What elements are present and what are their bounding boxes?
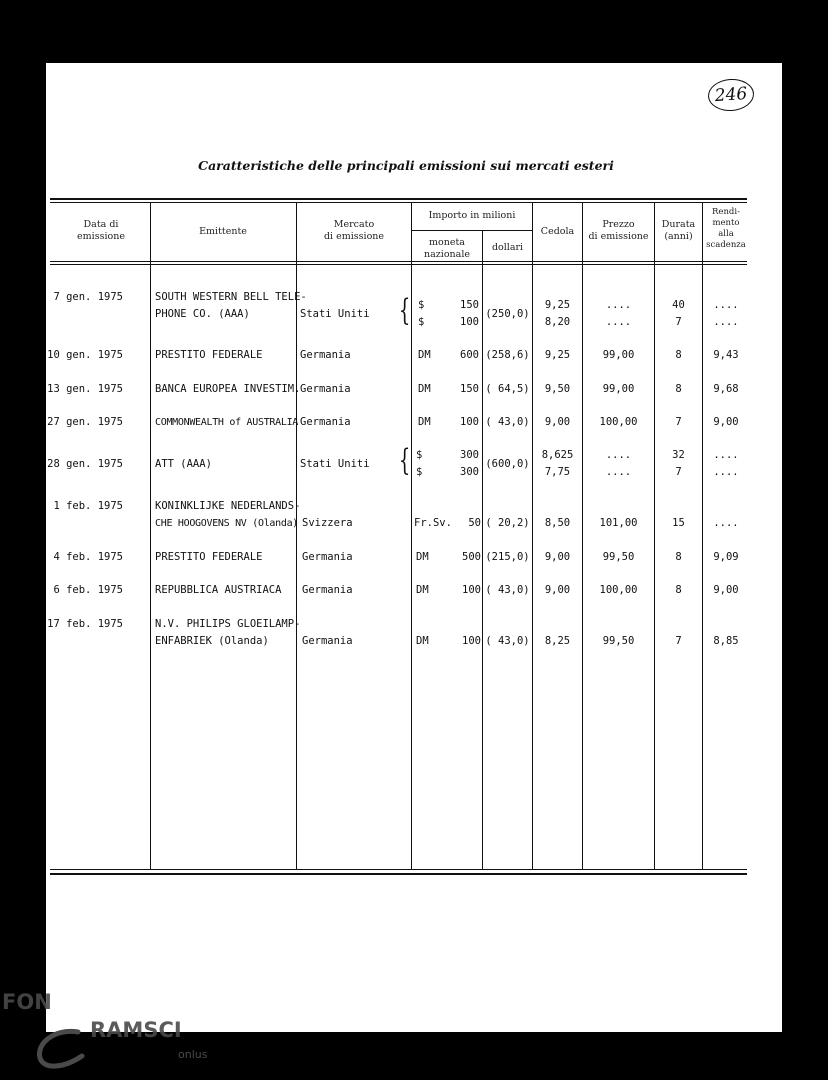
importo-sub-rule: [411, 230, 532, 231]
table-top-rule-thin: [50, 202, 747, 203]
brace-icon: {: [398, 443, 411, 478]
table-bottom-rule: [50, 869, 747, 870]
header-cedola: Cedola: [540, 226, 575, 237]
header-mercato: Mercato di emissione: [323, 219, 385, 242]
table-bottom-rule-thick: [50, 873, 747, 875]
swoosh-logo-icon: [34, 1026, 88, 1070]
header-bottom-rule: [50, 261, 747, 262]
header-bottom-rule-thin: [50, 264, 747, 265]
header-dollari: dollari: [491, 242, 524, 253]
header-rendimento: Rendi- mento alla scadenza: [706, 207, 746, 250]
brace-icon: {: [398, 293, 411, 328]
document-page: 246 Caratteristiche delle principali emissioni sui mercati esteri Data di emissione Emittente Mercato di emissione Importo in milioni moneta nazionale dollari Cedola Prezzo di emissione Durata (anni) Rendi- mento alla scadenza { { 7 gen. 1975 SOUTH WESTERN BELL TELE- PHONE CO. (AAA) Stati Uniti $ $ 150 100 (250,0) 9,25 8,20 .... .... 40 7 .... .... 10 gen. 1975 PRESTITO FEDERALE Germania DM 600 (258,6) 9,25 99,00 8 9,43 13 gen. 1975 BANCA EUROPEA INVESTIM. Germania DM 150 ( 64,5) 9,50 99,00 8 9,68 27 gen. 1975 COMMONWEALTH of AUSTRALIA Germania DM 100 ( 43,0) 9,00 100,00 7 9,00 28 gen. 1975 ATT (AAA) Stati Uniti $ $ 300 300 (600,0) 8,625 7,75 .... .... 32 7 .... .... 1 feb. 1975 KONINKLIJKE NEDERLANDS- CHE HOOGOVENS NV (Olanda) Svizzera Fr.Sv. 50 ( 20,2) 8,50 101,00 15 .... 4 feb. 1975 PRESTITO FEDERALE Germania DM 500 (215,0) 9,00 99,50 8 9,09 6 feb. 1975 REPUBBLICA AUSTRIACA Germania DM 100 ( 43,0) 9,00 100,00 8 9,00 17 feb. 1975 N.V. PHILIPS GLOEILAMP- ENFABRIEK (Olanda) Germania DM 100 ( 43,0) 8,25 99,50 7 8,85: [46, 63, 782, 1032]
header-importo: Importo in milioni: [428, 210, 516, 221]
header-moneta: moneta nazionale: [424, 237, 470, 260]
watermark-logo-text: FON: [2, 990, 52, 1014]
watermark-logo-text-2: RAMSCI: [90, 1018, 182, 1042]
table-top-rule: [50, 198, 747, 200]
document-title: Caratteristiche delle principali emissioni sui mercati esteri: [198, 158, 614, 173]
header-emittente: Emittente: [199, 226, 247, 237]
header-data: Data di emissione: [77, 219, 125, 242]
header-durata: Durata (anni): [661, 219, 696, 242]
col-rule: [150, 202, 151, 869]
watermark-logo-text-3: onlus: [178, 1048, 208, 1061]
page-number: 246: [707, 77, 755, 112]
header-prezzo: Prezzo di emissione: [588, 219, 649, 242]
col-rule: [411, 202, 412, 869]
